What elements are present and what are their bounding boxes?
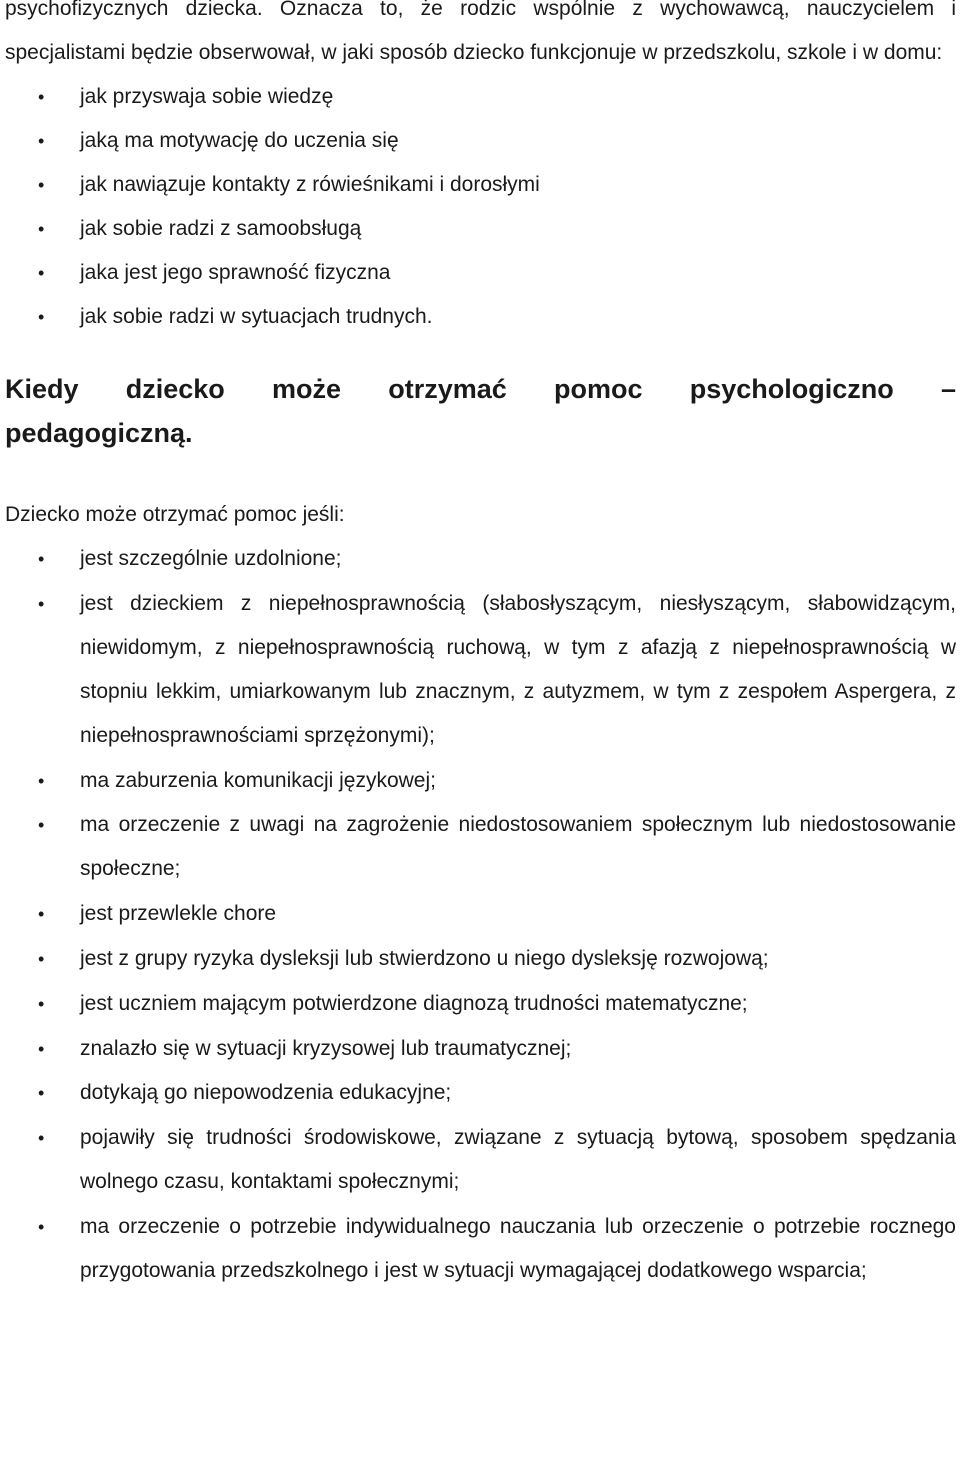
list-item [5,75,956,119]
list-item-text: jest uczniem mającym potwierdzone diagnozą trudności matematyczne; [80,991,748,1015]
list-item-text: jest z grupy ryzyka dysleksji lub stwierdzono u niego dysleksję rozwojową; [80,946,769,970]
bullet-icon: • [38,175,45,195]
list-item-text: jest szczególnie uzdolnione; [80,547,342,570]
list-item [5,582,956,758]
conditions-list [5,537,956,1293]
list-item-text: jak przyswaja sobie wiedzę [80,85,334,108]
list-item [5,1027,956,1071]
bullet-icon: • [38,549,45,569]
list-item-text: dotykają go niepowodzenia edukacyjne; [80,1081,452,1105]
list-item [5,892,956,936]
bullet-icon: • [38,593,45,614]
list-item [5,1116,956,1204]
list-item [5,759,956,803]
list-item-text: jak sobie radzi w sytuacjach trudnych. [80,305,433,328]
bullet-icon: • [38,263,45,283]
list-item [5,803,956,891]
observation-list [5,75,956,339]
document-page [5,0,956,1293]
list-item-text: ma orzeczenie z uwagi na zagrożenie niedostosowaniem społecznym lub niedostosowanie społeczne; [80,813,956,881]
bullet-icon: • [38,948,45,969]
list-item [5,119,956,163]
list-item [5,163,956,207]
list-item-text: jak sobie radzi z samoobsługą [80,217,362,240]
bullet-icon: • [38,87,45,107]
list-item-text: jak nawiązuje kontakty z rówieśnikami i dorosłymi [80,173,540,196]
list-item [5,251,956,295]
bullet-icon: • [38,307,45,327]
bullet-icon: • [38,219,45,239]
list-item-text: jaką ma motywację do uczenia się [80,129,399,152]
list-item [5,207,956,251]
list-item-text: jest dzieckiem z niepełnosprawnością (słabosłyszącym, niesłyszącym, słabowidzącym, niewidomym, z niepełnosprawnością ruchową, w tym z afazją z niepełnosprawnością w stopniu lekkim, umiarkowanym lub znacznym, z autyzmem, w tym z zespołem Aspergera, z niepełnosprawnościami sprzężonymi); [80,591,956,747]
bullet-icon: • [38,904,45,925]
bullet-icon: • [38,1038,45,1059]
intro-paragraph: psychofizycznych dziecka. Oznacza to, że rodzic wspólnie z wychowawcą, nauczycielem i specjalistami będzie obserwował, w jaki sposób dziecko funkcjonuje w przedszkolu, szkole i w domu: [5,0,956,64]
bullet-icon: • [38,770,45,791]
list-item [5,982,956,1026]
list-item [5,937,956,981]
list-item-text: ma orzeczenie o potrzebie indywidualnego nauczania lub orzeczenie o potrzebie rocznego przygotowania przedszkolnego i jest w sytuacji wymagającej dodatkowego wsparcia; [80,1214,956,1282]
list-item-text: znalazło się w sytuacji kryzysowej lub traumatycznej; [80,1036,572,1060]
lead-sentence: Dziecko może otrzymać pomoc jeśli: [5,503,345,526]
list-item-text: ma zaburzenia komunikacji językowej; [80,768,436,792]
list-item-text: jest przewlekle chore [80,902,277,926]
list-item [5,295,956,339]
bullet-icon: • [38,1216,45,1237]
bullet-icon: • [38,993,45,1014]
bullet-icon: • [38,1128,45,1149]
bullet-icon: • [38,1083,45,1104]
list-item [5,1071,956,1115]
list-item-text: pojawiły się trudności środowiskowe, związane z sytuacją bytową, sposobem spędzania wolnego czasu, kontaktami społecznymi; [80,1126,956,1194]
bullet-icon: • [38,131,45,151]
list-item [5,1205,956,1293]
list-item-text: jaka jest jego sprawność fizyczna [80,261,391,284]
list-item [5,537,956,581]
section-heading: Kiedy dziecko może otrzymać pomoc psychologiczno – pedagogiczną. [5,374,956,448]
bullet-icon: • [38,815,45,836]
